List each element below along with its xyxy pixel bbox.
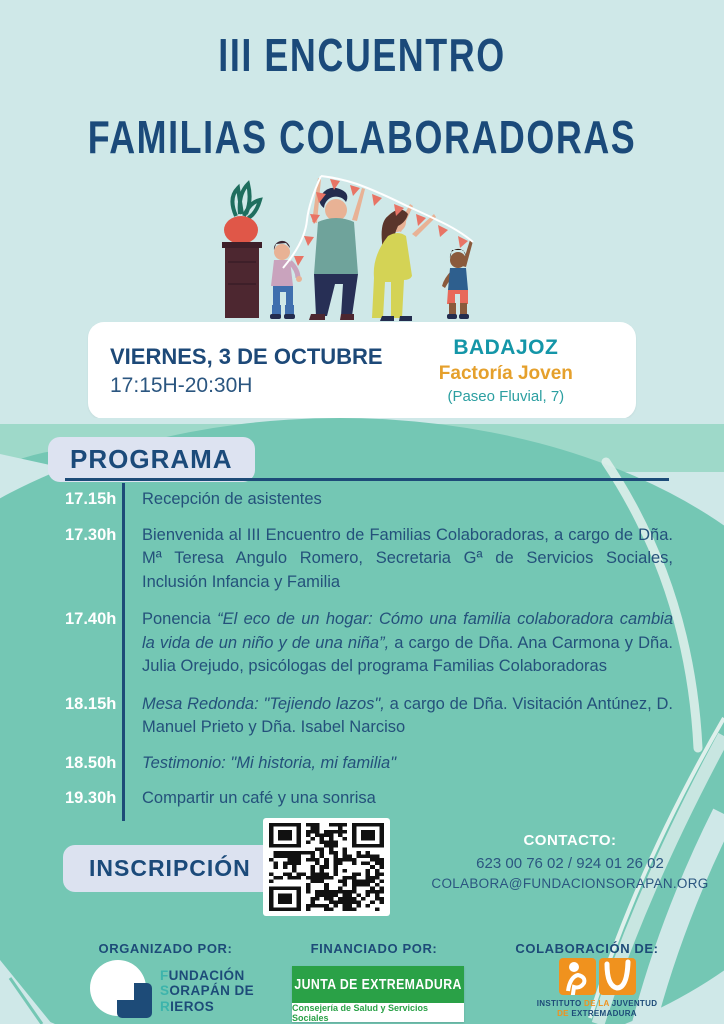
collaboration-label: COLABORACIÓN DE: [515, 941, 659, 956]
program-description: Recepción de asistentes [142, 490, 322, 508]
instituto-juventud-logo [532, 958, 662, 1019]
program-time: 17.30h [65, 525, 117, 544]
event-city: BADAJOZ [453, 336, 559, 359]
organized-by-label: ORGANIZADO POR: [98, 941, 233, 956]
program-time: 18.50h [65, 753, 117, 772]
boy-right-graphic [442, 240, 473, 319]
fundacion-sorapan-logo [90, 960, 254, 1022]
poster-title-line2: FAMILIAS COLABORADORAS [87, 111, 637, 163]
event-location-block [384, 336, 636, 405]
contact-block [428, 832, 712, 891]
program-row [65, 693, 673, 740]
program-description: Compartir un café y una sonrisa [142, 789, 376, 807]
instituto-juventud-logo-text: INSTITUTO DE LA JUVENTUD DE EXTREMADURA [536, 999, 658, 1018]
program-divider-line [122, 483, 125, 821]
program-heading-rule [65, 478, 669, 481]
program-row [65, 787, 673, 811]
program-section [0, 418, 724, 1024]
program-time: 17.15h [65, 490, 117, 508]
fundacion-sorapan-logo-text: FUNDACIÓN SORAPÁN DE RIEROS [160, 967, 255, 1014]
plant-cabinet-graphic [222, 184, 262, 318]
program-description: Bienvenida al III Encuentro de Familias Colaboradoras, a cargo de Dña. Mª Teresa Angulo Romero, Secretaria Gª de Servicios Sociales, Inclusión Infancia y Familia [142, 525, 673, 591]
event-time: 17:15H-20:30H [110, 373, 253, 397]
event-address: (Paseo Fluvial, 7) [447, 388, 565, 405]
program-list [65, 488, 673, 823]
event-info-box [88, 322, 636, 419]
event-date-block [88, 344, 384, 398]
program-description: Ponencia “El eco de un hogar: Cómo una familia colaboradora cambia la vida de un niño y de una niña”, a cargo de Dña. Ana Carmona y Dña. Julia Orejudo, psicólogas del programa Familias Colaboradoras [142, 610, 673, 675]
inscription-label: INSCRIPCIÓN [63, 845, 277, 892]
program-row [65, 608, 673, 679]
program-row [65, 488, 673, 512]
poster-title-line1: III ENCUENTRO [218, 29, 506, 81]
funded-by-label: FINANCIADO POR: [310, 941, 438, 956]
instituto-logo-square-right [599, 958, 636, 995]
junta-extremadura-name: JUNTA DE EXTREMADURA [294, 976, 462, 993]
junta-extremadura-logo [292, 966, 464, 1022]
contact-phones: 623 00 76 02 / 924 01 26 02 [476, 855, 664, 872]
contact-email: COLABORA@FUNDACIONSORAPAN.ORG [431, 876, 709, 891]
family-garland-illustration [200, 158, 520, 326]
junta-consejeria-text: Consejería de Salud y Servicios Sociales [292, 1003, 464, 1022]
event-date: VIERNES, 3 DE OCTUBRE [110, 343, 383, 369]
event-venue: Factoría Joven [438, 363, 573, 384]
inscription-qr-code [263, 818, 390, 916]
program-row [65, 752, 673, 776]
boy-left-graphic [270, 241, 302, 319]
program-time: 18.15h [65, 694, 117, 713]
man-graphic [309, 178, 365, 320]
woman-graphic [372, 204, 436, 321]
program-row [65, 524, 673, 595]
program-time: 19.30h [65, 789, 117, 807]
program-time: 17.40h [65, 610, 117, 628]
family-illustration-svg [200, 158, 520, 326]
qr-code-graphic [269, 823, 384, 911]
program-description: Testimonio: "Mi historia, mi familia" [142, 753, 397, 772]
contact-heading: CONTACTO: [523, 832, 617, 849]
fundacion-sorapan-logo-mark [90, 960, 152, 1022]
instituto-logo-square-left [559, 958, 596, 995]
program-description: Mesa Redonda: "Tejiendo lazos", a cargo de Dña. Visitación Antúnez, D. Manuel Prieto y Dña. Isabel Narciso [142, 694, 673, 736]
program-heading: PROGRAMA [48, 437, 255, 482]
